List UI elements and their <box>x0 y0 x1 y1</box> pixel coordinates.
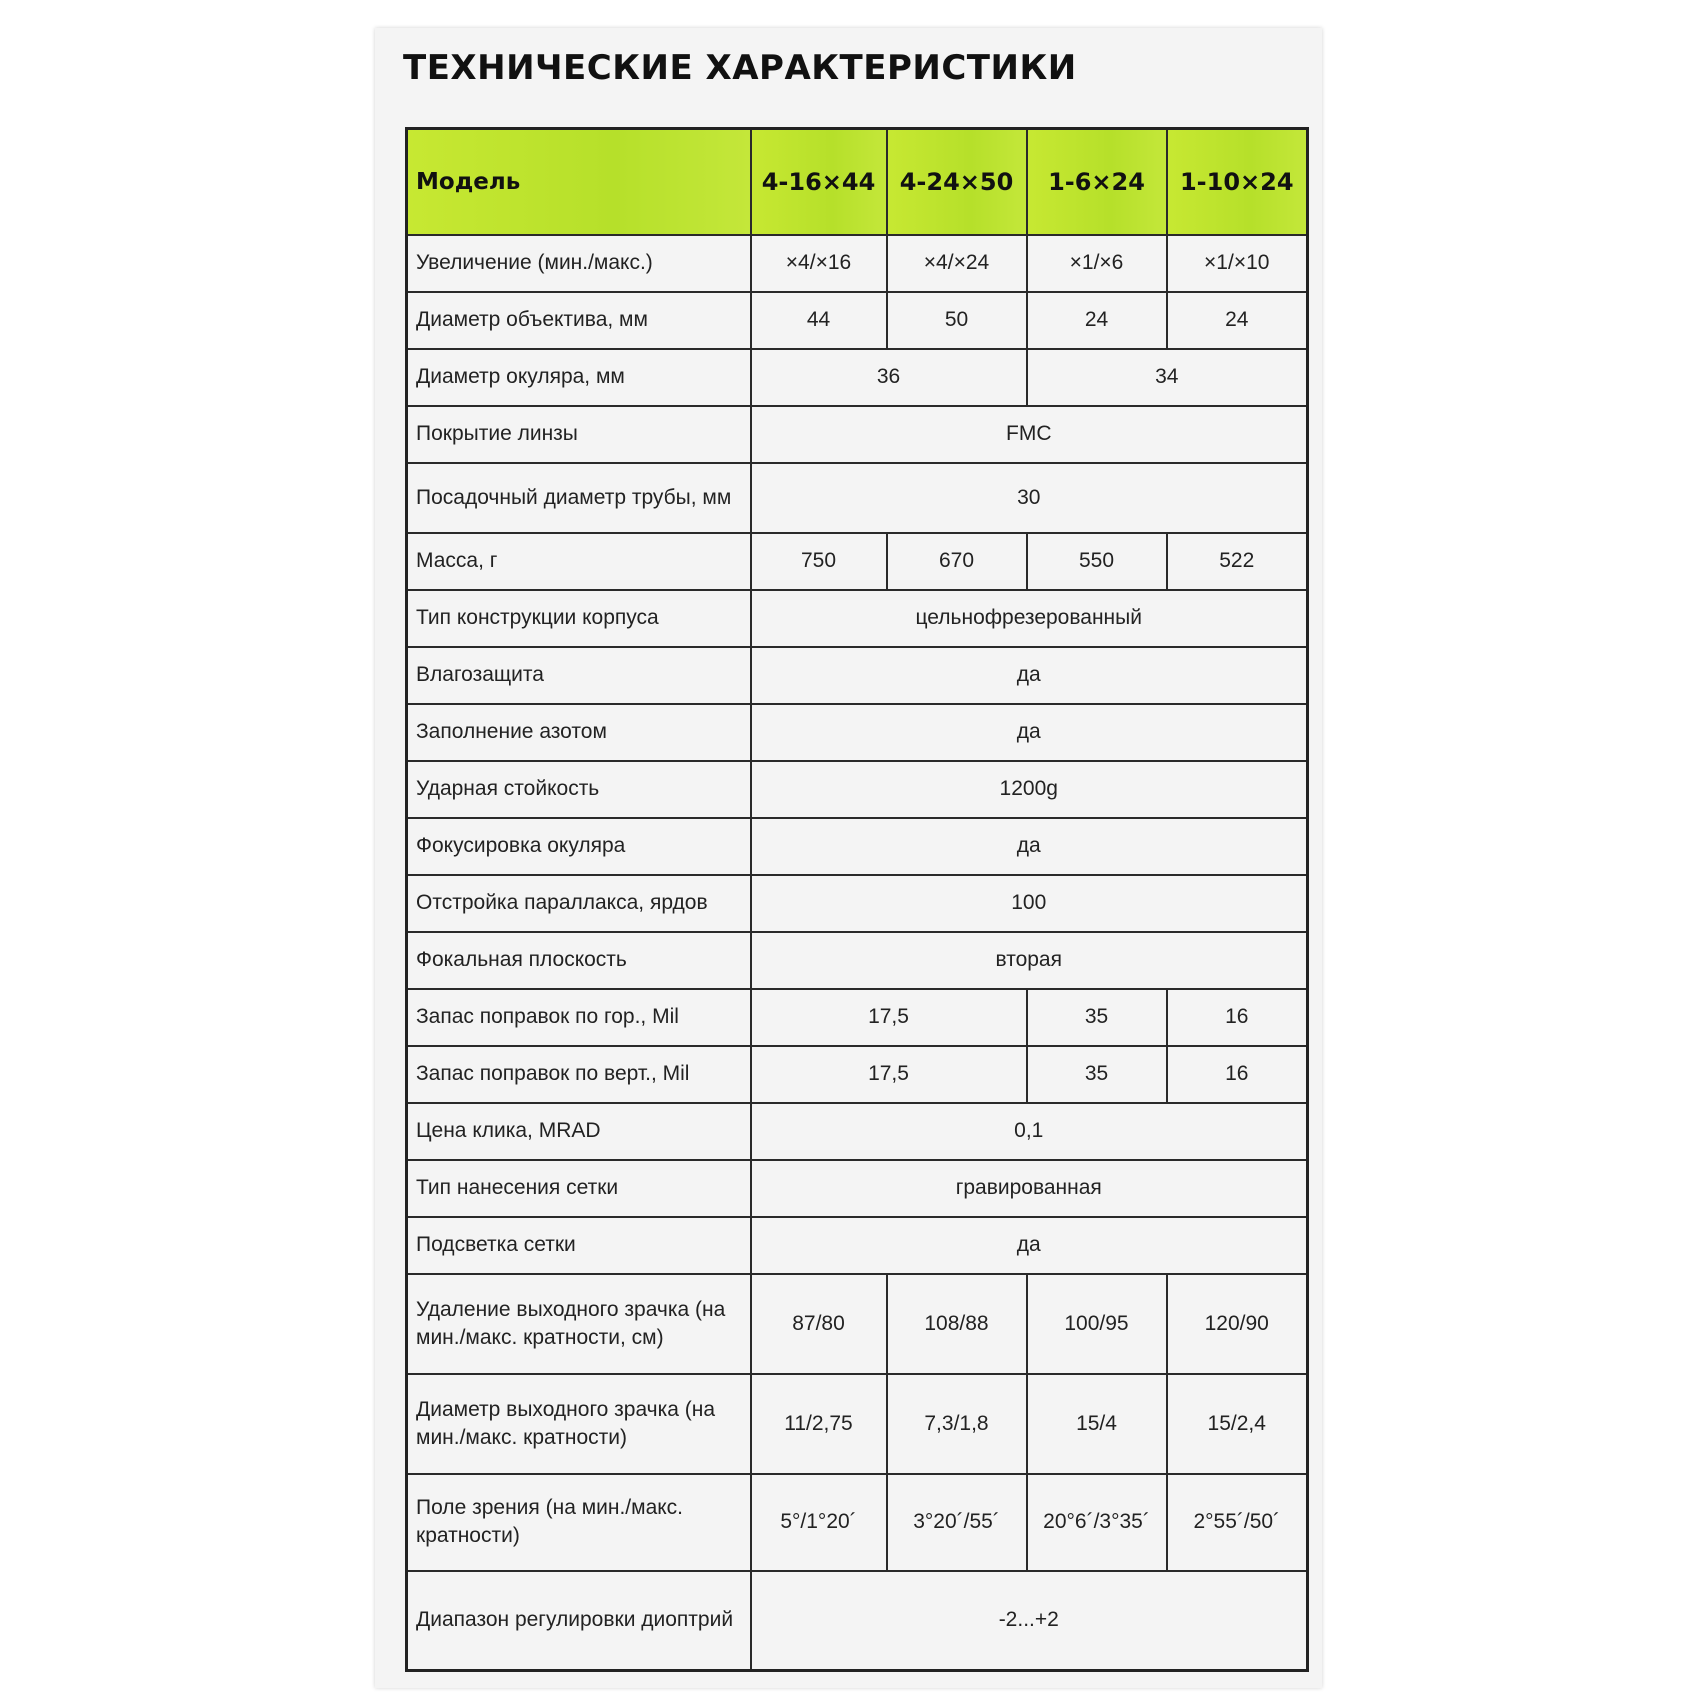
row-value: 0,1 <box>751 1103 1308 1160</box>
row-value: 20°6´/3°35´ <box>1027 1474 1167 1571</box>
row-value: 108/88 <box>887 1274 1027 1374</box>
row-label: Посадочный диаметр трубы, мм <box>407 463 751 533</box>
row-value: 36 <box>751 349 1027 406</box>
row-label: Масса, г <box>407 533 751 590</box>
row-label: Влагозащита <box>407 647 751 704</box>
row-label: Ударная стойкость <box>407 761 751 818</box>
row-value: 100/95 <box>1027 1274 1167 1374</box>
header-row <box>407 129 1308 235</box>
row-label: Удаление выходного зрачка (на мин./макс. кратности, см) <box>407 1274 751 1374</box>
header-model-label: Модель <box>407 129 751 235</box>
row-value: 44 <box>751 292 887 349</box>
table-row <box>407 1046 1308 1103</box>
row-value: 5°/1°20´ <box>751 1474 887 1571</box>
row-label: Фокусировка окуляра <box>407 818 751 875</box>
row-label: Тип конструкции корпуса <box>407 590 751 647</box>
table-row <box>407 349 1308 406</box>
header-model-3: 1-6×24 <box>1027 129 1167 235</box>
row-value: 50 <box>887 292 1027 349</box>
table-row <box>407 704 1308 761</box>
row-value: 24 <box>1167 292 1308 349</box>
spec-table <box>405 127 1309 1672</box>
table-row <box>407 761 1308 818</box>
row-value: 100 <box>751 875 1308 932</box>
row-value: ×1/×10 <box>1167 235 1308 292</box>
row-value: 120/90 <box>1167 1274 1308 1374</box>
table-row <box>407 1571 1308 1671</box>
row-label: Подсветка сетки <box>407 1217 751 1274</box>
row-value: 670 <box>887 533 1027 590</box>
row-label: Диаметр объектива, мм <box>407 292 751 349</box>
row-value: ×4/×24 <box>887 235 1027 292</box>
table-row <box>407 235 1308 292</box>
row-value: 35 <box>1027 989 1167 1046</box>
row-value: FMC <box>751 406 1308 463</box>
row-label: Диаметр окуляра, мм <box>407 349 751 406</box>
row-label: Диапазон регулировки диоптрий <box>407 1571 751 1671</box>
row-label: Увеличение (мин./макс.) <box>407 235 751 292</box>
row-value: вторая <box>751 932 1308 989</box>
row-value: да <box>751 818 1308 875</box>
header-model-1: 4-16×44 <box>751 129 887 235</box>
table-row <box>407 647 1308 704</box>
table-row <box>407 875 1308 932</box>
row-value: 24 <box>1027 292 1167 349</box>
row-label: Заполнение азотом <box>407 704 751 761</box>
row-value: 550 <box>1027 533 1167 590</box>
row-value: 87/80 <box>751 1274 887 1374</box>
row-value: 16 <box>1167 989 1308 1046</box>
row-value: 34 <box>1027 349 1308 406</box>
row-label: Цена клика, MRAD <box>407 1103 751 1160</box>
row-value: 35 <box>1027 1046 1167 1103</box>
row-value: да <box>751 647 1308 704</box>
table-row <box>407 533 1308 590</box>
row-value: 522 <box>1167 533 1308 590</box>
row-label: Отстройка параллакса, ярдов <box>407 875 751 932</box>
row-value: 1200g <box>751 761 1308 818</box>
header-model-4: 1-10×24 <box>1167 129 1308 235</box>
row-value: 17,5 <box>751 989 1027 1046</box>
header-model-2: 4-24×50 <box>887 129 1027 235</box>
row-value: 17,5 <box>751 1046 1027 1103</box>
row-value: 2°55´/50´ <box>1167 1474 1308 1571</box>
row-value: 750 <box>751 533 887 590</box>
table-row <box>407 1474 1308 1571</box>
table-row <box>407 1103 1308 1160</box>
row-value: 3°20´/55´ <box>887 1474 1027 1571</box>
row-value: 11/2,75 <box>751 1374 887 1474</box>
row-value: ×1/×6 <box>1027 235 1167 292</box>
table-row <box>407 1274 1308 1374</box>
table-row <box>407 463 1308 533</box>
table-row <box>407 590 1308 647</box>
row-value: 15/4 <box>1027 1374 1167 1474</box>
row-label: Запас поправок по гор., Mil <box>407 989 751 1046</box>
table-row <box>407 406 1308 463</box>
table-row <box>407 932 1308 989</box>
table-row <box>407 818 1308 875</box>
table-row <box>407 1217 1308 1274</box>
row-value: ×4/×16 <box>751 235 887 292</box>
table-row <box>407 1374 1308 1474</box>
table-row <box>407 1160 1308 1217</box>
row-value: да <box>751 1217 1308 1274</box>
row-label: Диаметр выходного зрачка (на мин./макс. кратности) <box>407 1374 751 1474</box>
row-value: 16 <box>1167 1046 1308 1103</box>
table-row <box>407 989 1308 1046</box>
row-value: 30 <box>751 463 1308 533</box>
row-value: да <box>751 704 1308 761</box>
row-label: Тип нанесения сетки <box>407 1160 751 1217</box>
row-value: 15/2,4 <box>1167 1374 1308 1474</box>
row-value: -2...+2 <box>751 1571 1308 1671</box>
row-label: Поле зрения (на мин./макс. кратности) <box>407 1474 751 1571</box>
row-value: 7,3/1,8 <box>887 1374 1027 1474</box>
row-label: Запас поправок по верт., Mil <box>407 1046 751 1103</box>
row-value: гравированная <box>751 1160 1308 1217</box>
table-row <box>407 292 1308 349</box>
row-value: цельнофрезерованный <box>751 590 1308 647</box>
page-title: ТЕХНИЧЕСКИЕ ХАРАКТЕРИСТИКИ <box>403 48 1077 88</box>
row-label: Покрытие линзы <box>407 406 751 463</box>
row-label: Фокальная плоскость <box>407 932 751 989</box>
